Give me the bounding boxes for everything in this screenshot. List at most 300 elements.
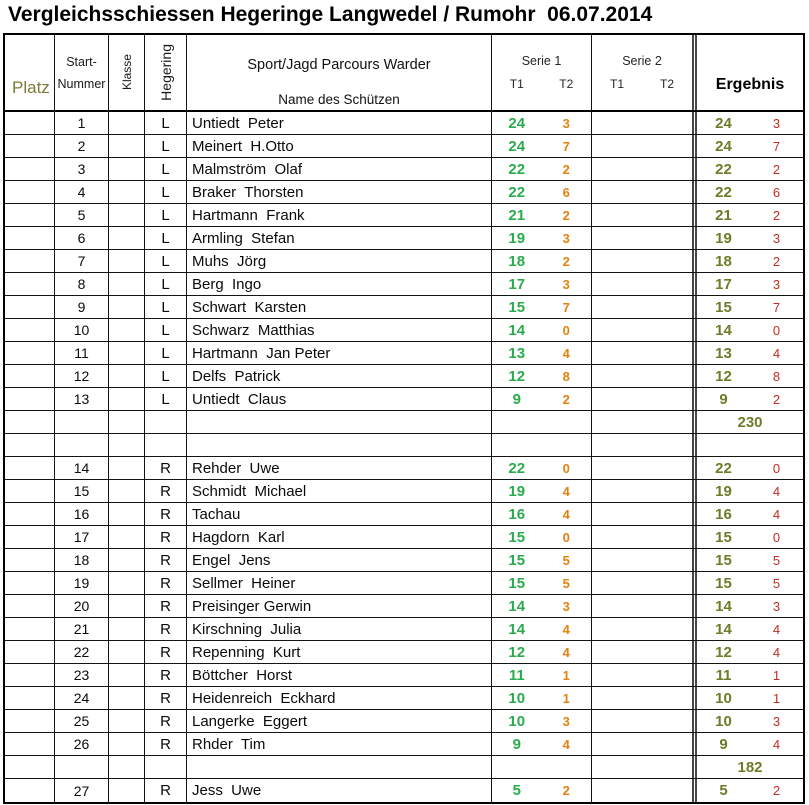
klasse-cell (109, 112, 145, 134)
serie1-t1-value: 21 (508, 206, 526, 224)
serie2-cell (592, 779, 692, 802)
group-total-value (697, 434, 803, 456)
klasse-cell (109, 572, 145, 594)
ergebnis-sub-value: 6 (772, 184, 781, 200)
name-header (187, 35, 492, 110)
name-cell: Jess Uwe (187, 779, 492, 802)
serie2-cell (592, 227, 692, 249)
serie1-t2-value: 0 (562, 529, 570, 545)
klasse-cell (109, 756, 145, 778)
serie1-t1-value: 22 (508, 459, 526, 477)
klasse-cell (109, 733, 145, 755)
group-total-value (697, 457, 803, 479)
serie1-cell (492, 572, 592, 594)
platz-cell (5, 135, 55, 157)
ergebnis-sub-value: 3 (772, 598, 781, 614)
name-cell: Sellmer Heiner (187, 572, 492, 594)
table-row (5, 296, 803, 319)
platz-cell (5, 549, 55, 571)
serie2-cell (592, 365, 692, 387)
ergebnis-cell (692, 319, 803, 341)
serie1-t2-value: 4 (562, 644, 570, 660)
serie1-t1-value: 17 (508, 275, 526, 293)
ergebnis-sub-value: 4 (772, 345, 781, 361)
hegering-cell (145, 411, 187, 433)
group-total-value (697, 158, 803, 180)
klasse-cell (109, 319, 145, 341)
serie1-t1-value: 24 (508, 137, 526, 155)
name-cell: Muhs Jörg (187, 250, 492, 272)
name-cell: Rehder Uwe (187, 457, 492, 479)
platz-cell (5, 480, 55, 502)
startnummer-cell: 5 (55, 204, 109, 226)
serie2-header (592, 35, 692, 110)
hegering-cell: R (145, 641, 187, 663)
table-row (5, 710, 803, 733)
platz-cell (5, 319, 55, 341)
serie2-cell (592, 457, 692, 479)
serie2-cell (592, 181, 692, 203)
serie1-t1-value: 14 (508, 321, 526, 339)
serie1-header (492, 35, 592, 110)
serie1-t1-value: 14 (508, 620, 526, 638)
ergebnis-cell (692, 687, 803, 709)
ergebnis-main-value: 10 (715, 689, 732, 707)
name-cell: Berg Ingo (187, 273, 492, 295)
serie2-cell (592, 273, 692, 295)
hegering-cell: R (145, 572, 187, 594)
serie1-t2-value: 3 (562, 115, 570, 131)
ergebnis-cell (692, 227, 803, 249)
serie1-t2-value: 2 (562, 207, 570, 223)
name-cell: Malmström Olaf (187, 158, 492, 180)
klasse-cell (109, 526, 145, 548)
hegering-header-label: Hegering (157, 44, 174, 101)
hegering-cell: L (145, 181, 187, 203)
serie2-t1-label: T1 (609, 77, 624, 91)
ergebnis-sub-value: 2 (772, 391, 781, 407)
serie1-t2-value: 2 (562, 783, 570, 798)
group-total-value (697, 687, 803, 709)
platz-cell (5, 457, 55, 479)
klasse-cell (109, 388, 145, 410)
ergebnis-sub-value: 2 (772, 253, 781, 269)
serie1-cell (492, 319, 592, 341)
serie1-t1-value: 15 (508, 298, 526, 316)
ergebnis-cell (692, 664, 803, 686)
group-total-value (697, 733, 803, 755)
serie1-t2-value: 4 (562, 621, 570, 637)
name-cell: Untiedt Claus (187, 388, 492, 410)
serie1-cell (492, 388, 592, 410)
hegering-cell: L (145, 342, 187, 364)
platz-cell (5, 779, 55, 802)
ergebnis-main-value: 22 (715, 183, 732, 201)
serie1-t2-value: 2 (562, 391, 570, 407)
startnummer-cell: 27 (55, 779, 109, 802)
serie2-cell (592, 250, 692, 272)
serie1-t1-value: 24 (508, 114, 526, 132)
ergebnis-cell (692, 342, 803, 364)
startnummer-cell: 7 (55, 250, 109, 272)
serie1-cell (492, 135, 592, 157)
serie2-cell (592, 158, 692, 180)
ergebnis-cell (692, 273, 803, 295)
ergebnis-main-value: 13 (715, 344, 732, 362)
startnummer-cell: 3 (55, 158, 109, 180)
table-row (5, 365, 803, 388)
serie1-cell (492, 641, 592, 663)
serie2-cell (592, 595, 692, 617)
name-cell: Böttcher Horst (187, 664, 492, 686)
serie1-t2-value: 7 (562, 299, 570, 315)
ergebnis-sub-value: 5 (772, 575, 781, 591)
serie1-t1-value: 19 (508, 229, 526, 247)
klasse-header (109, 35, 145, 110)
ergebnis-main-value: 15 (715, 298, 732, 316)
startnummer-cell: 8 (55, 273, 109, 295)
table-row (5, 250, 803, 273)
hegering-cell: R (145, 503, 187, 525)
ergebnis-sub-value: 2 (772, 207, 781, 223)
ergebnis-sub-value: 4 (772, 483, 781, 499)
serie1-t2-value: 4 (562, 736, 570, 752)
startnummer-cell (55, 411, 109, 433)
startnummer-cell: 4 (55, 181, 109, 203)
group-total-value (697, 342, 803, 364)
table-row (5, 181, 803, 204)
serie1-cell (492, 779, 592, 802)
hegering-cell: L (145, 250, 187, 272)
platz-cell (5, 227, 55, 249)
serie2-cell (592, 411, 692, 433)
hegering-cell: R (145, 687, 187, 709)
ergebnis-cell (692, 756, 803, 778)
klasse-cell (109, 250, 145, 272)
name-cell: Schwarz Matthias (187, 319, 492, 341)
serie1-t1-value: 13 (508, 344, 526, 362)
serie2-cell (592, 135, 692, 157)
group-total-value (697, 549, 803, 571)
hegering-cell (145, 434, 187, 456)
platz-cell (5, 365, 55, 387)
hegering-cell: L (145, 273, 187, 295)
serie1-t2-value: 3 (562, 230, 570, 246)
ergebnis-sub-value: 4 (772, 621, 781, 637)
ergebnis-cell (692, 181, 803, 203)
ergebnis-cell (692, 434, 803, 456)
ergebnis-main-value: 19 (715, 482, 732, 500)
ergebnis-sub-value: 3 (772, 115, 781, 131)
ergebnis-cell (692, 549, 803, 571)
serie1-t2-value: 5 (562, 552, 570, 568)
serie2-cell (592, 710, 692, 732)
klasse-cell (109, 549, 145, 571)
ergebnis-sub-value: 1 (772, 690, 781, 706)
page-title: Vergleichsschiessen Hegeringe Langwedel / Rumohr 06.07.2014 (8, 3, 653, 26)
group-total-value: 182 (737, 758, 763, 776)
platz-cell (5, 664, 55, 686)
klasse-cell (109, 342, 145, 364)
serie2-cell (592, 664, 692, 686)
platz-cell (5, 641, 55, 663)
klasse-cell (109, 273, 145, 295)
serie1-t2-value: 3 (562, 598, 570, 614)
serie2-cell (592, 549, 692, 571)
ergebnis-sub-value: 7 (772, 299, 781, 315)
serie2-cell (592, 296, 692, 318)
ergebnis-main-value: 14 (715, 321, 732, 339)
ergebnis-sub-value: 8 (772, 368, 781, 384)
startnummer-cell: 10 (55, 319, 109, 341)
ergebnis-cell (692, 457, 803, 479)
startnummer-cell: 13 (55, 388, 109, 410)
group-total-value (697, 112, 803, 134)
hegering-cell: L (145, 296, 187, 318)
serie1-t2-value: 1 (562, 667, 570, 683)
klasse-cell (109, 641, 145, 663)
startnummer-header-line1: Start- (66, 54, 97, 69)
serie1-t2-value: 7 (562, 138, 570, 154)
startnummer-cell: 18 (55, 549, 109, 571)
ergebnis-cell (692, 710, 803, 732)
serie2-cell (592, 641, 692, 663)
name-cell: Langerke Eggert (187, 710, 492, 732)
startnummer-cell: 22 (55, 641, 109, 663)
serie1-t1-value: 22 (508, 183, 526, 201)
hegering-header (145, 35, 187, 110)
serie1-cell (492, 112, 592, 134)
serie1-t1-value: 15 (508, 574, 526, 592)
ergebnis-main-value: 24 (715, 137, 732, 155)
platz-cell (5, 296, 55, 318)
serie2-label: Serie 2 (622, 54, 662, 68)
table-row (5, 457, 803, 480)
startnummer-cell: 1 (55, 112, 109, 134)
ergebnis-main-value: 16 (715, 505, 732, 523)
serie1-cell (492, 664, 592, 686)
group-total-value (697, 710, 803, 732)
platz-cell (5, 411, 55, 433)
serie2-cell (592, 204, 692, 226)
serie1-t1-value: 11 (508, 666, 525, 684)
serie1-cell (492, 181, 592, 203)
serie1-t2-label: T2 (559, 77, 574, 91)
serie2-cell (592, 572, 692, 594)
ergebnis-sub-value: 3 (772, 230, 781, 246)
startnummer-cell: 6 (55, 227, 109, 249)
startnummer-cell: 16 (55, 503, 109, 525)
serie2-cell (592, 434, 692, 456)
ergebnis-main-value: 24 (715, 114, 732, 132)
ergebnis-sub-value: 3 (772, 276, 781, 292)
ergebnis-sub-value: 4 (772, 506, 781, 522)
table-row (5, 756, 803, 779)
serie1-cell (492, 549, 592, 571)
serie1-cell (492, 457, 592, 479)
klasse-cell (109, 457, 145, 479)
hegering-cell: R (145, 595, 187, 617)
table-row (5, 227, 803, 250)
ergebnis-cell (692, 250, 803, 272)
hegering-cell: R (145, 618, 187, 640)
platz-cell (5, 388, 55, 410)
table-row (5, 342, 803, 365)
serie1-t2-value: 3 (562, 713, 570, 729)
serie1-cell (492, 756, 592, 778)
table-row (5, 158, 803, 181)
name-cell: Armling Stefan (187, 227, 492, 249)
table-body (5, 112, 803, 802)
startnummer-cell: 9 (55, 296, 109, 318)
platz-cell (5, 595, 55, 617)
table-row (5, 572, 803, 595)
ergebnis-main-value: 12 (715, 643, 732, 661)
serie2-cell (592, 687, 692, 709)
ergebnis-sub-value: 2 (772, 783, 781, 798)
group-total-value (697, 227, 803, 249)
serie2-cell (592, 503, 692, 525)
ergebnis-main-value: 9 (719, 735, 728, 753)
platz-cell (5, 687, 55, 709)
platz-cell (5, 250, 55, 272)
serie1-cell (492, 733, 592, 755)
platz-cell (5, 273, 55, 295)
group-total-value (697, 779, 803, 802)
serie1-t1-value: 14 (508, 597, 526, 615)
klasse-cell (109, 296, 145, 318)
serie1-t1-value: 16 (508, 505, 526, 523)
table-row (5, 549, 803, 572)
table-row (5, 687, 803, 710)
ergebnis-cell (692, 388, 803, 410)
serie1-t2-value: 0 (562, 460, 570, 476)
hegering-cell: R (145, 549, 187, 571)
ergebnis-main-value: 22 (715, 160, 732, 178)
platz-cell (5, 572, 55, 594)
hegering-cell: R (145, 733, 187, 755)
serie2-cell (592, 526, 692, 548)
name-cell (187, 411, 492, 433)
table-row (5, 779, 803, 802)
hegering-cell: L (145, 388, 187, 410)
ergebnis-cell (692, 480, 803, 502)
ergebnis-sub-value: 0 (772, 460, 781, 476)
ergebnis-main-value: 14 (715, 620, 732, 638)
platz-cell (5, 618, 55, 640)
klasse-cell (109, 135, 145, 157)
name-cell: Tachau (187, 503, 492, 525)
ergebnis-cell (692, 503, 803, 525)
serie1-cell (492, 158, 592, 180)
ergebnis-cell (692, 641, 803, 663)
klasse-cell (109, 181, 145, 203)
ergebnis-main-value: 11 (715, 666, 732, 684)
name-cell: Heidenreich Eckhard (187, 687, 492, 709)
serie1-t2-value: 4 (562, 345, 570, 361)
ergebnis-cell (692, 112, 803, 134)
ergebnis-main-value: 22 (715, 459, 732, 477)
serie1-t2-value: 8 (562, 368, 570, 384)
table-row (5, 595, 803, 618)
startnummer-cell (55, 756, 109, 778)
klasse-cell (109, 434, 145, 456)
serie1-t1-value: 12 (508, 367, 526, 385)
hegering-cell: R (145, 710, 187, 732)
ergebnis-cell (692, 572, 803, 594)
table-row (5, 204, 803, 227)
serie2-t2-label: T2 (659, 77, 674, 91)
table-row (5, 273, 803, 296)
hegering-cell: R (145, 664, 187, 686)
serie1-t2-value: 1 (562, 690, 570, 706)
serie2-cell (592, 480, 692, 502)
group-total-value: 230 (737, 413, 763, 431)
ergebnis-sub-value: 5 (772, 552, 781, 568)
group-total-value (697, 618, 803, 640)
ergebnis-sub-value: 4 (772, 644, 781, 660)
ergebnis-cell (692, 158, 803, 180)
ergebnis-sub-value: 1 (772, 667, 781, 683)
startnummer-cell: 20 (55, 595, 109, 617)
name-cell: Hagdorn Karl (187, 526, 492, 548)
startnummer-cell: 14 (55, 457, 109, 479)
platz-cell (5, 204, 55, 226)
group-total-value (697, 388, 803, 410)
serie1-cell (492, 503, 592, 525)
ergebnis-main-value: 15 (715, 574, 732, 592)
hegering-cell: L (145, 365, 187, 387)
table-row (5, 135, 803, 158)
group-total-value (697, 273, 803, 295)
platz-header: Platz (5, 35, 55, 110)
serie1-t1-value: 22 (508, 160, 526, 178)
ergebnis-main-value: 15 (715, 551, 732, 569)
ergebnis-main-value: 21 (715, 206, 732, 224)
klasse-cell (109, 204, 145, 226)
serie1-t1-value: 18 (508, 252, 526, 270)
platz-cell (5, 526, 55, 548)
group-total-value (697, 181, 803, 203)
serie1-t1-value: 10 (508, 712, 526, 730)
ergebnis-main-value: 18 (715, 252, 732, 270)
table-row (5, 434, 803, 457)
startnummer-cell: 12 (55, 365, 109, 387)
ergebnis-main-value: 5 (719, 782, 728, 799)
ergebnis-sub-value: 7 (772, 138, 781, 154)
ergebnis-cell (692, 365, 803, 387)
table-row (5, 526, 803, 549)
ergebnis-main-value: 9 (719, 390, 728, 408)
serie2-cell (592, 388, 692, 410)
table-row (5, 664, 803, 687)
serie1-cell (492, 434, 592, 456)
ergebnis-sub-value: 0 (772, 529, 781, 545)
klasse-cell (109, 411, 145, 433)
ergebnis-cell (692, 411, 803, 433)
ergebnis-sub-value: 3 (772, 713, 781, 729)
serie1-cell (492, 618, 592, 640)
group-total-value (697, 365, 803, 387)
serie1-t1-value: 15 (508, 551, 526, 569)
platz-cell (5, 158, 55, 180)
serie1-cell (492, 710, 592, 732)
startnummer-cell: 15 (55, 480, 109, 502)
serie1-t1-value: 15 (508, 528, 526, 546)
klasse-cell (109, 365, 145, 387)
ergebnis-cell (692, 296, 803, 318)
serie1-cell (492, 273, 592, 295)
